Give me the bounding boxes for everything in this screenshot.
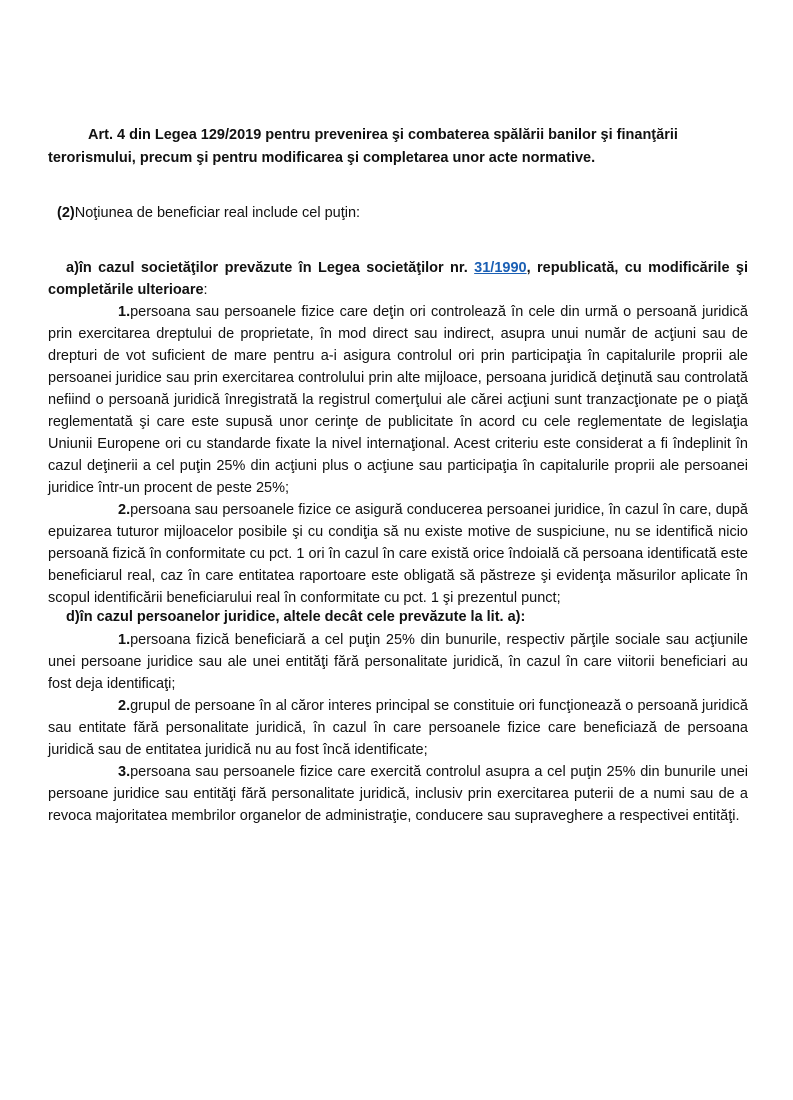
item-number: 1. [118, 304, 131, 320]
section-a [48, 257, 748, 609]
law-link-31-1990[interactable]: 31/1990 [474, 260, 527, 276]
section-d [48, 606, 748, 827]
section-d-heading: d)în cazul persoanelor juridice, altele decât cele prevăzute la lit. a): [66, 609, 526, 625]
section-a-heading-colon: : [203, 282, 208, 298]
item-text: persoana sau persoanele fizice ce asigură conducerea persoanei juridice, în cazul în care, după epuizarea tuturor mijloacelor posibile şi cu condiţia să nu existe motive de suspiciune, nu se identifică nicio persoană fizică în conformitate cu pct. 1 ori în cazul în care există orice îndoială că persoana identificată este beneficiarul real, caz în care entitatea raportoare este obligată să păstreze şi evidenţa măsurilor aplicate în scopul identificării beneficiarului real în conformitate cu pct. 1 şi prezentul punct; [48, 502, 748, 606]
section-d-item-3 [48, 761, 748, 827]
section-d-item-2 [48, 695, 748, 761]
section-a-item-1 [48, 301, 748, 499]
item-number: 2. [118, 502, 131, 518]
item-number: 2. [118, 698, 131, 714]
item-text: persoana sau persoanele fizice care deţin ori controlează în cele din urmă o persoană juridică prin exercitarea dreptului de proprietate, în mod direct sau indirect, asupra unui număr de acţiuni sau de drepturi de vot suficient de mare pentru a-i asigura controlul ori prin participaţia în capitalurile proprii ale persoanei juridice sau prin exercitarea controlului prin alte mijloace, persoana juridică deţinută sau controlată nefiind o persoană juridică înregistrată la registrul comerţului ale cărei acţiuni sunt tranzacţionate pe o piaţă reglementată şi care este supusă unor cerinţe de publicitate în acord cu cele reglementate de legislaţia Uniunii Europene ori cu standarde fixate la nivel internaţional. Acest criteriu este considerat a fi îndeplinit în cazul deţinerii a cel puţin 25% din acţiuni plus o acţiune sau participaţia în capitalurile proprii ale persoanei juridice într-un procent de peste 25%; [48, 304, 748, 496]
section-a-heading-text: a)în cazul societăţilor prevăzute în Legea societăţilor nr. [66, 260, 475, 276]
section-a-item-2 [48, 499, 748, 609]
item-text: grupul de persoane în al căror interes principal se constituie ori funcţionează o persoană juridică sau entitate fără personalitate juridică, în cazul în care persoanele fizice care beneficiază de persoana juridică sau de entitatea juridică nu au fost încă identificate; [48, 698, 748, 758]
document-title: Art. 4 din Legea 129/2019 pentru prevenirea şi combaterea spălării banilor şi finanţării terorismului, precum şi pentru modificarea şi completarea unor acte normative. [48, 127, 678, 166]
item-text: persoana sau persoanele fizice care exercită controlul asupra a cel puţin 25% din bunurile unei persoane juridice sau entităţi fără personalitate juridică, inclusiv prin exercitarea puterii de a numi sau de a revoca majoritatea membrilor organelor de administraţie, conducere sau supraveghere a respectivei entităţi. [48, 764, 748, 824]
paragraph-text: Noţiunea de beneficiar real include cel puţin: [74, 205, 361, 221]
item-text: persoana fizică beneficiară a cel puţin 25% din bunurile, respectiv părţile sociale sau acţiunile unei persoane juridice sau ale unei entităţi fără personalitate juridică, în cazul în care viitorii beneficiari au fost deja identificaţi; [48, 632, 748, 692]
item-number: 1. [118, 632, 131, 648]
section-a-heading [48, 257, 748, 301]
paragraph-2 [57, 202, 757, 224]
item-number: 3. [118, 764, 131, 780]
paragraph-number: (2) [57, 205, 75, 221]
section-a-heading-suffix: , republicată, cu modificările şi completările ulterioare [48, 260, 749, 298]
section-d-item-1 [48, 629, 748, 695]
